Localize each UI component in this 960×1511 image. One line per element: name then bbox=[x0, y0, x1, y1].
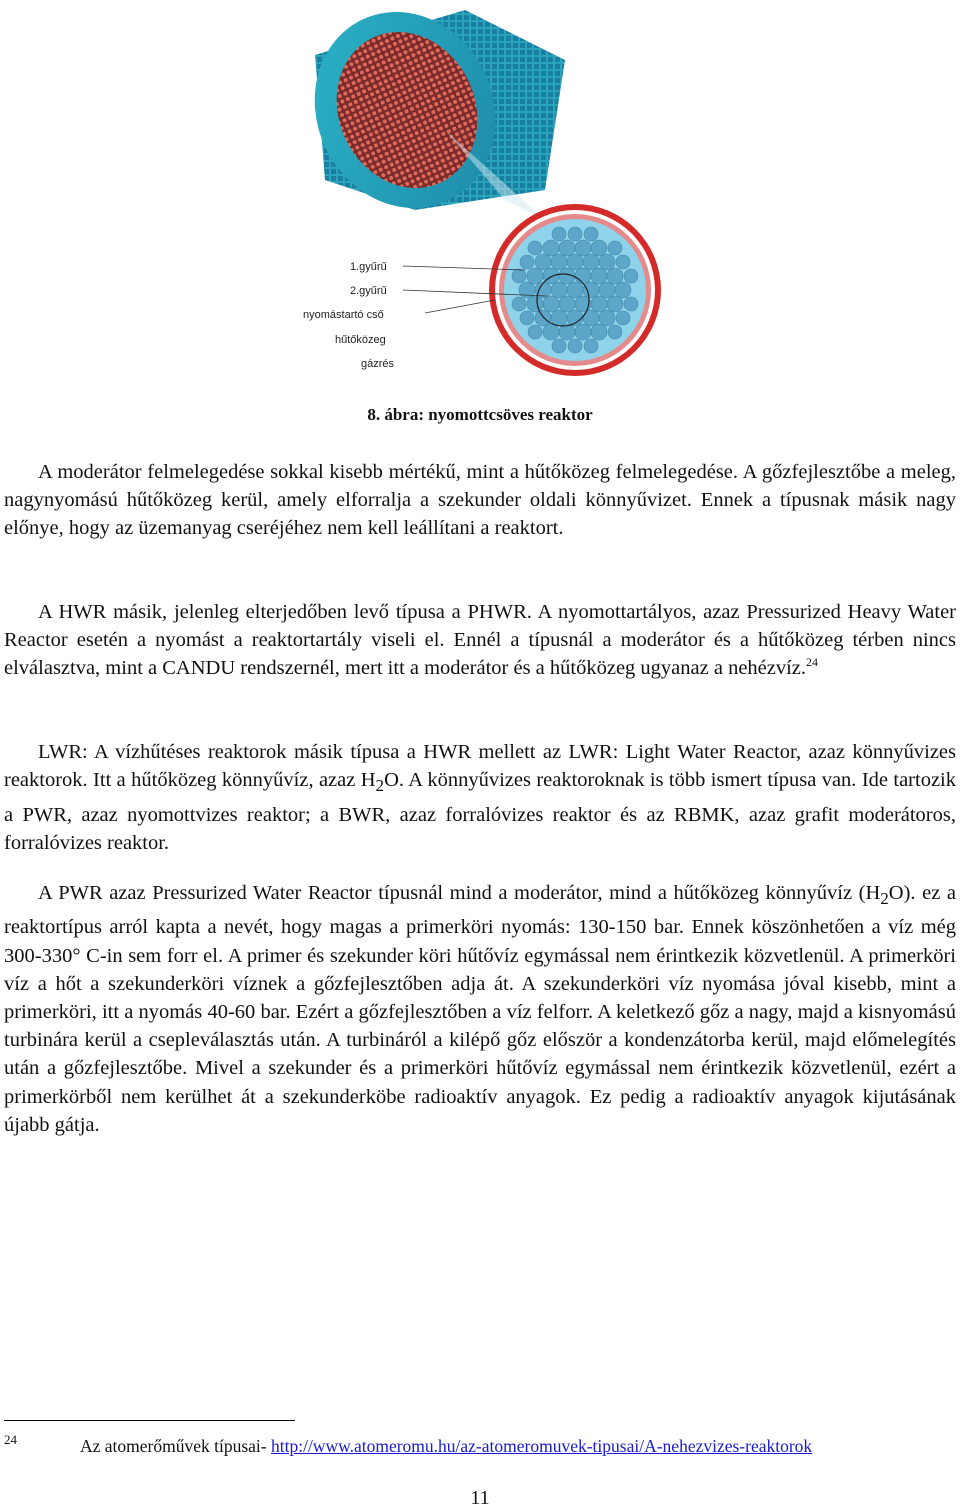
footnote-text: Az atomerőművek típusai- http://www.atomeromu.hu/az-atomeromuvek-tipusai/A-nehezvizes-reaktorok bbox=[80, 1436, 813, 1456]
label-ring-2: 2.gyűrű bbox=[350, 285, 387, 297]
pressure-tube-reactor-figure bbox=[295, 0, 670, 398]
figure-caption: 8. ábra: nyomottcsöves reaktor bbox=[367, 405, 593, 424]
footnote-divider bbox=[4, 1420, 295, 1421]
paragraph-2: A HWR másik, jelenleg elterjedőben levő típusa a PHWR. A nyomottartályos, azaz Pressurized Heavy Water Reactor esetén a nyomást a reaktortartály viseli el. Ennél a típusnál a moderátor és a hűtőközeg térben nincs elválasztva, mint a CANDU rendszernél, mert itt a moderátor és a hűtőközeg ugyanaz a nehézvíz.$^{24}$ bbox=[4, 601, 956, 680]
footnote-marker: 24 bbox=[806, 655, 819, 670]
label-gas-gap: gázrés bbox=[361, 358, 395, 370]
label-coolant: hűtőközeg bbox=[335, 334, 386, 346]
label-ring-1: 1.gyűrű bbox=[350, 261, 387, 273]
paragraph-1: A moderátor felmelegedése sokkal kisebb mértékű, mint a hűtőközeg felmelegedése. A gőzfejlesztőbe a meleg, nagynyomású hűtőközeg kerül, amely elforralja a szekunder oldali könnyűvizet. Ennek a típusnak másik nagy előnye, hogy az üzemanyag cseréjéhez nem kell leállítani a reaktort. bbox=[4, 461, 956, 540]
footnote-link[interactable]: http://www.atomeromu.hu/az-atomeromuvek-tipusai/A-nehezvizes-reaktorok bbox=[271, 1436, 813, 1456]
paragraph-4: A PWR azaz Pressurized Water Reactor típusnál mind a moderátor, mind a hűtőközeg könnyűvíz $(H_2O)$. ez a reaktortípus arról kapta a nevét, hogy magas a primerköri nyomás: 130-150 bar. Ennek köszönhetően a víz még 300-330° C-in sem forr el. A primer és szekunder köri hűtővíz egymással nem érintkezik közvetlenül. A primerköri víz a hőt a szekunderköri víznek a gőzfejlesztőben adja át. A szekunderköri víz nyomása jóval kisebb, mint a primerköri, itt a nyomás 40-60 bar. Ezért a gőzfejlesztőben a víz felforr. A keletkező gőz a nagy, majd a kisnyomású turbinára kerül a csepleválasztás után. A turbináról a kilépő gőz először a kondenzátorba kerül, majd előmelegítés után a gőzfejlesztőbe. Mivel a szekunder és a primerköri hűtővíz egymással nem érintkezik közvetlenül, ezért a primerkörből nem kerülhet át a szekunderköbe radioaktív anyagok. Ez pedig a radioaktív anyagok kijutásának újabb gátja. bbox=[4, 882, 956, 1136]
footnote-number: 24 bbox=[4, 1432, 17, 1447]
label-pressure-tube: nyomástartó cső bbox=[303, 309, 384, 321]
pressure-tube-cross-section bbox=[489, 204, 661, 376]
paragraph-3: LWR: A vízhűtéses reaktorok másik típusa a HWR mellett az LWR: Light Water Reactor, azaz könnyűvizes reaktorok. Itt a hűtőközeg könnyűvíz, azaz $H_2O$. A könnyűvizes reaktoroknak is több ismert típusa van. Ide tartozik a PWR, azaz nyomottvizes reaktor; a BWR, azaz forralóvizes reaktor és az RBMK, azaz grafit moderátoros, forralóvizes reaktor. bbox=[4, 741, 956, 854]
page-number: 11 bbox=[470, 1487, 490, 1509]
